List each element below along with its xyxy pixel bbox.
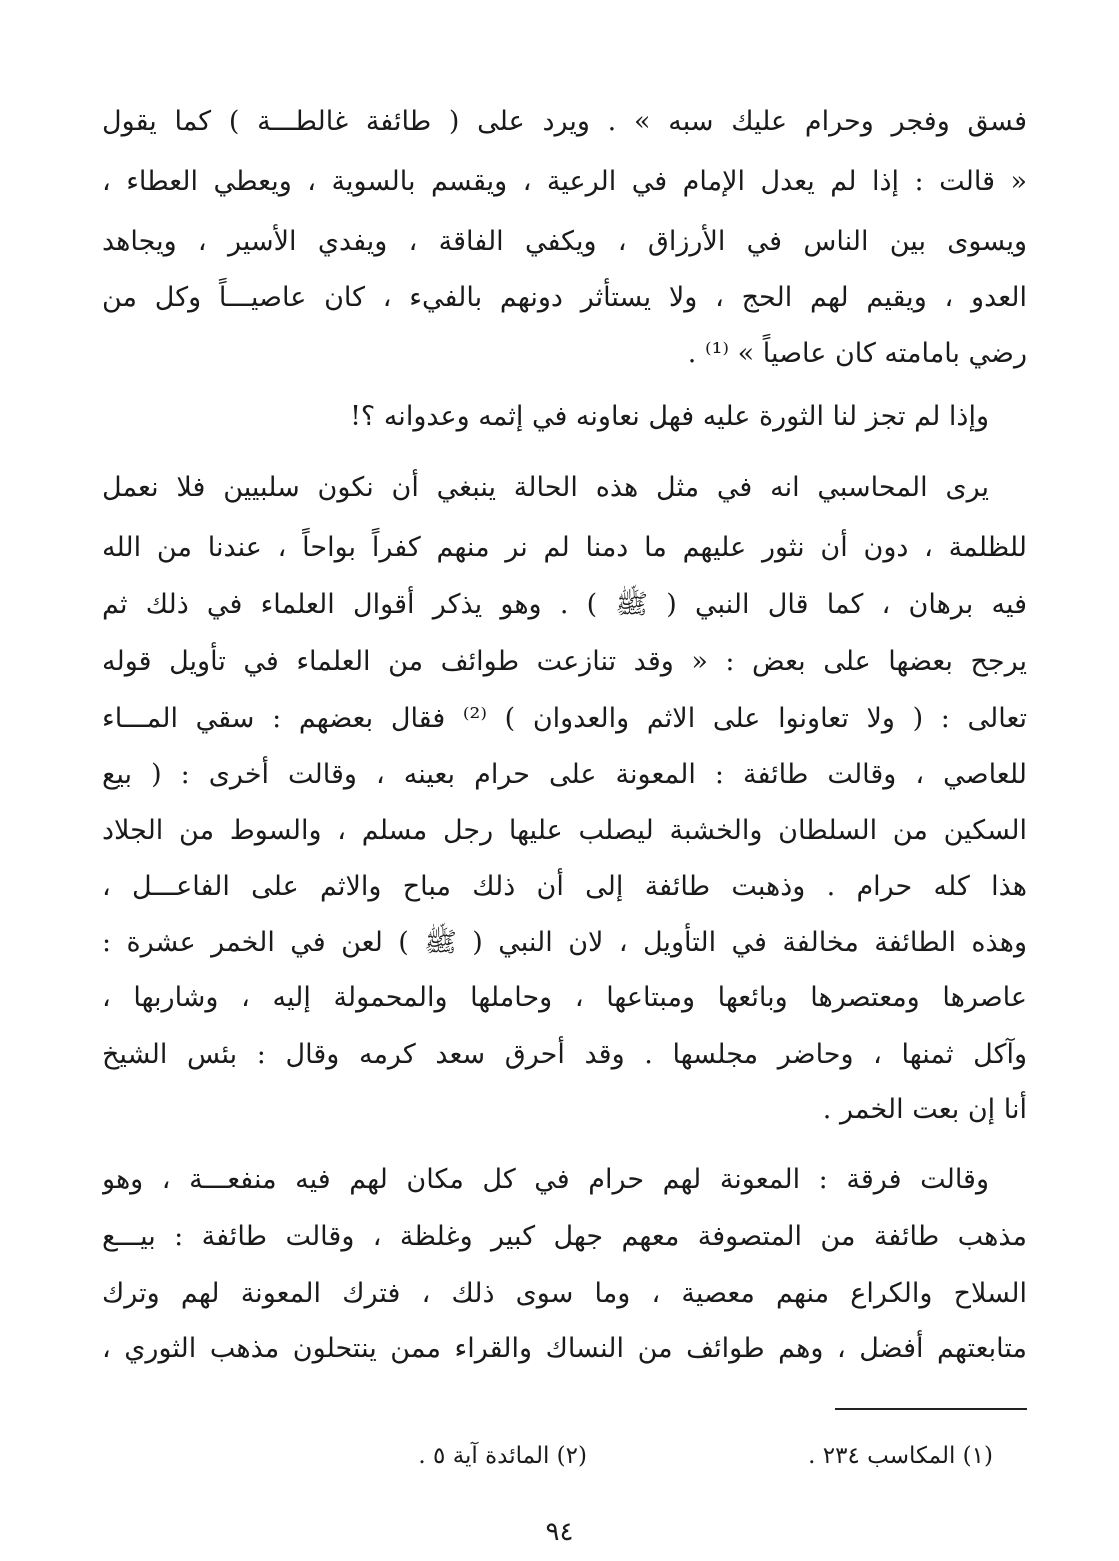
text-line: مذهب طائفة من المتصوفة معهم جهل كبير وغلظة ، وقالت طائفة : بيـــع [102, 1221, 1027, 1252]
text-line: « قالت : إذا لم يعدل الإمام في الرعية ، ويقسم بالسوية ، ويعطي العطاء ، [102, 166, 1027, 197]
text-line: رضي بامامته كان عاصياً » ⁽¹⁾ . [687, 338, 1027, 369]
footnote-1: (١) المكاسب ٢٣٤ . [808, 1443, 993, 1469]
text-line: وآكل ثمنها ، وحاضر مجلسها . وقد أحرق سعد كرمه وقال : بئس الشيخ [102, 1039, 1027, 1070]
footnote-2: (٢) المائدة آية ٥ . [418, 1443, 587, 1469]
text-line: متابعتهم أفضل ، وهم طوائف من النساك والقراء ممن ينتحلون مذهب الثوري ، [102, 1333, 1027, 1364]
page-number: ٩٤ [545, 1517, 574, 1547]
text-line: للعاصي ، وقالت طائفة : المعونة على حرام بعينه ، وقالت أخرى : ( بيع [102, 759, 1027, 790]
text-line: وإذا لم تجز لنا الثورة عليه فهل نعاونه في إثمه وعدوانه ؟! [350, 401, 989, 432]
text-line: عاصرها ومعتصرها وبائعها ومبتاعها ، وحاملها والمحمولة إليه ، وشاربها ، [102, 982, 1027, 1013]
text-line: للظلمة ، دون أن نثور عليهم ما دمنا لم نر منهم كفراً بواحاً ، عندنا من الله [102, 532, 1027, 563]
text-line: ويسوى بين الناس في الأرزاق ، ويكفي الفاقة ، ويفدي الأسير ، ويجاهد [102, 226, 1027, 257]
text-line: فسق وفجر وحرام عليك سبه » . ويرد على ( طائفة غالطـــة ) كما يقول [102, 106, 1027, 137]
text-line: هذا كله حرام . وذهبت طائفة إلى أن ذلك مباح والاثم على الفاعـــل ، [102, 871, 1027, 902]
text-line: فيه برهان ، كما قال النبي ( ﷺ ) . وهو يذكر أقوال العلماء في ذلك ثم [102, 589, 1027, 620]
text-line: وهذه الطائفة مخالفة في التأويل ، لان النبي ( ﷺ ) لعن في الخمر عشرة : [102, 927, 1027, 958]
text-line: العدو ، ويقيم لهم الحج ، ولا يستأثر دونهم بالفيء ، كان عاصيـــاً وكل من [102, 282, 1027, 313]
text-line: السلاح والكراع منهم معصية ، وما سوى ذلك ، فترك المعونة لهم وترك [102, 1278, 1027, 1309]
text-line: السكين من السلطان والخشبة ليصلب عليها رجل مسلم ، والسوط من الجلاد [102, 815, 1027, 846]
text-line: أنا إن بعت الخمر . [822, 1094, 1027, 1125]
text-line: تعالى : ( ولا تعاونوا على الاثم والعدوان ) ⁽²⁾ فقال بعضهم : سقي المـــاء [102, 703, 1027, 734]
text-line: يرى المحاسبي انه في مثل هذه الحالة ينبغي أن نكون سلبيين فلا نعمل [102, 472, 989, 503]
text-line: يرجح بعضها على بعض : « وقد تنازعت طوائف من العلماء في تأويل قوله [102, 646, 1027, 677]
footnote-separator [835, 1408, 1027, 1410]
text-line: وقالت فرقة : المعونة لهم حرام في كل مكان لهم فيه منفعـــة ، وهو [102, 1164, 989, 1195]
